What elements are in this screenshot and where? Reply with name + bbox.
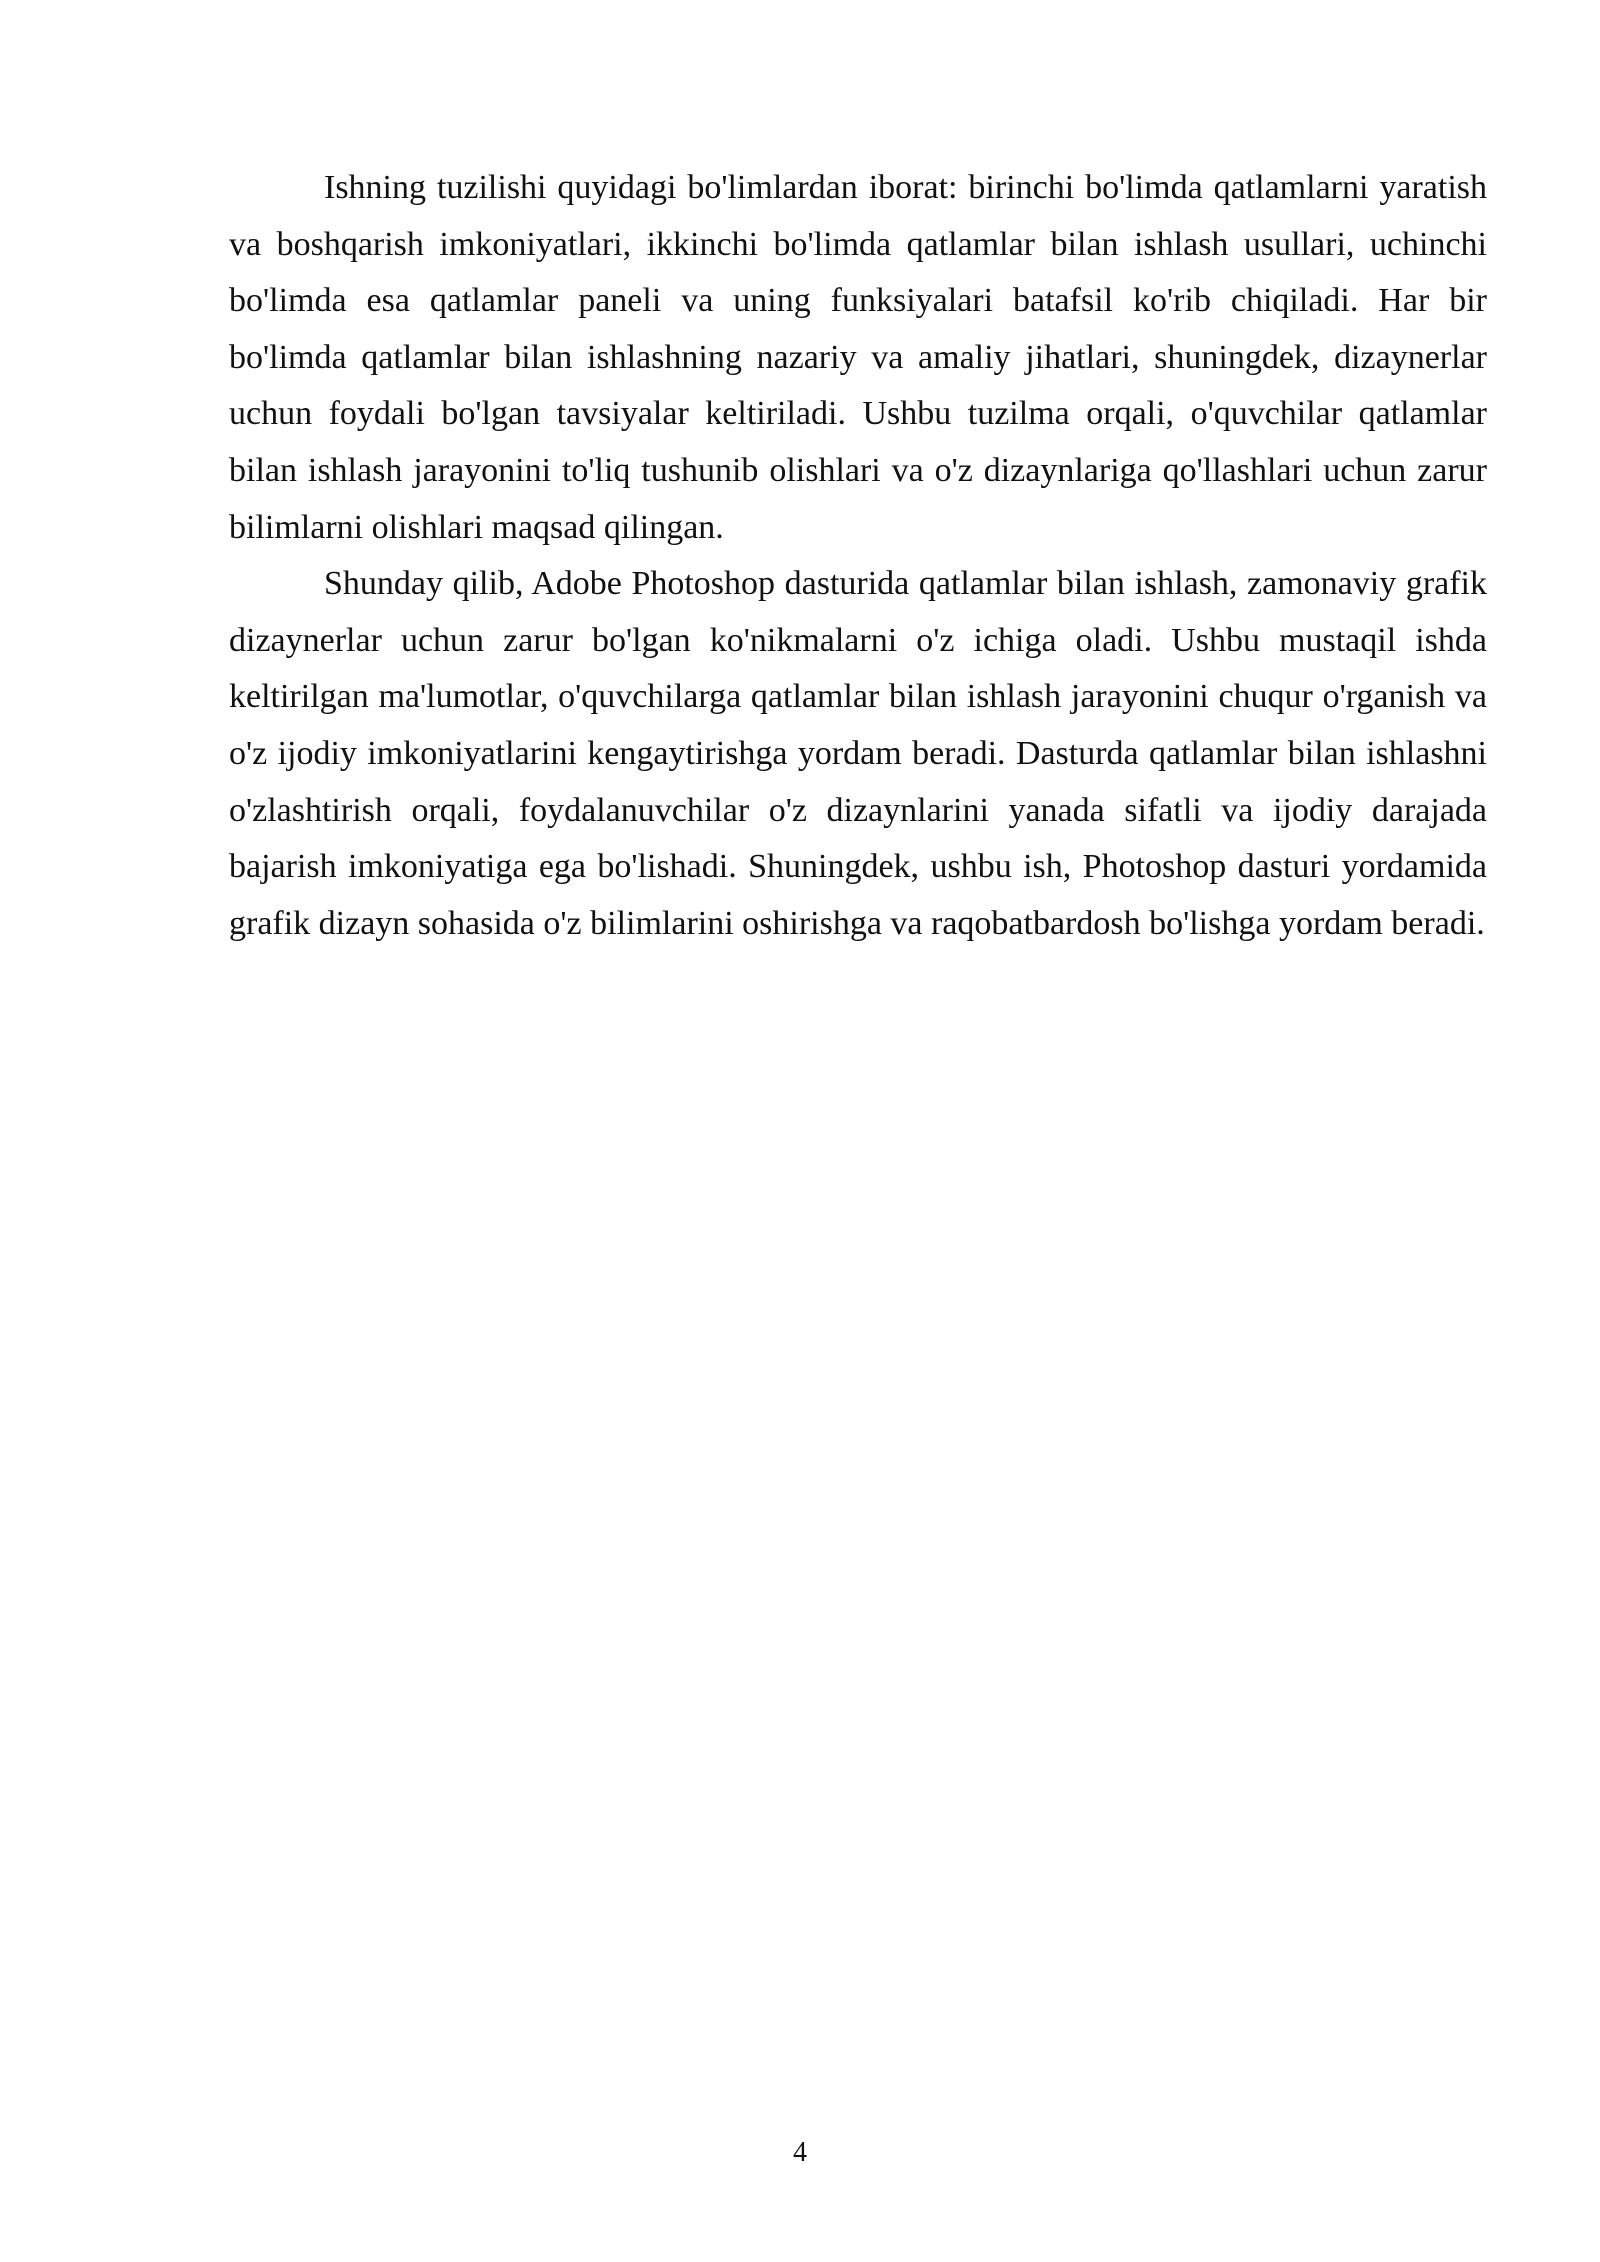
page-number: 4: [793, 2137, 807, 2168]
paragraph-1: Ishning tuzilishi quyidagi bo'limlardan iborat: birinchi bo'limda qatlamlarni yaratish va boshqarish imkoniyatlari, ikkinchi bo'limda qatlamlar bilan ishlash usullari, uchinchi bo'limda esa qatlamlar paneli va uning funksiyalari batafsil ko'rib chiqiladi. Har bir bo'limda qatlamlar bilan ishlashning nazariy va amaliy jihatlari, shuningdek, dizaynerlar uchun foydali bo'lgan tavsiyalar keltiriladi. Ushbu tuzilma orqali, o'quvchilar qatlamlar bilan ishlash jarayonini to'liq tushunib olishlari va o'z dizaynlariga qo'llashlari uchun zarur bilimlarni olishlari maqsad qilingan.: [229, 169, 1487, 546]
body-text: [229, 160, 1487, 952]
paragraph-2: Shunday qilib, Adobe Photoshop dasturida qatlamlar bilan ishlash, zamonaviy grafik dizaynerlar uchun zarur bo'lgan ko'nikmalarni o'z ichiga oladi. Ushbu mustaqil ishda keltirilgan ma'lumotlar, o'quvchilarga qatlamlar bilan ishlash jarayonini chuqur o'rganish va o'z ijodiy imkoniyatlarini kengaytirishga yordam beradi. Dasturda qatlamlar bilan ishlashni o'zlashtirish orqali, foydalanuvchilar o'z dizaynlarini yanada sifatli va ijodiy darajada bajarish imkoniyatiga ega bo'lishadi. Shuningdek, ushbu ish, Photoshop dasturi yordamida grafik dizayn sohasida o'z bilimlarini oshirishga va raqobatbardosh bo'lishga yordam beradi.: [229, 565, 1487, 942]
